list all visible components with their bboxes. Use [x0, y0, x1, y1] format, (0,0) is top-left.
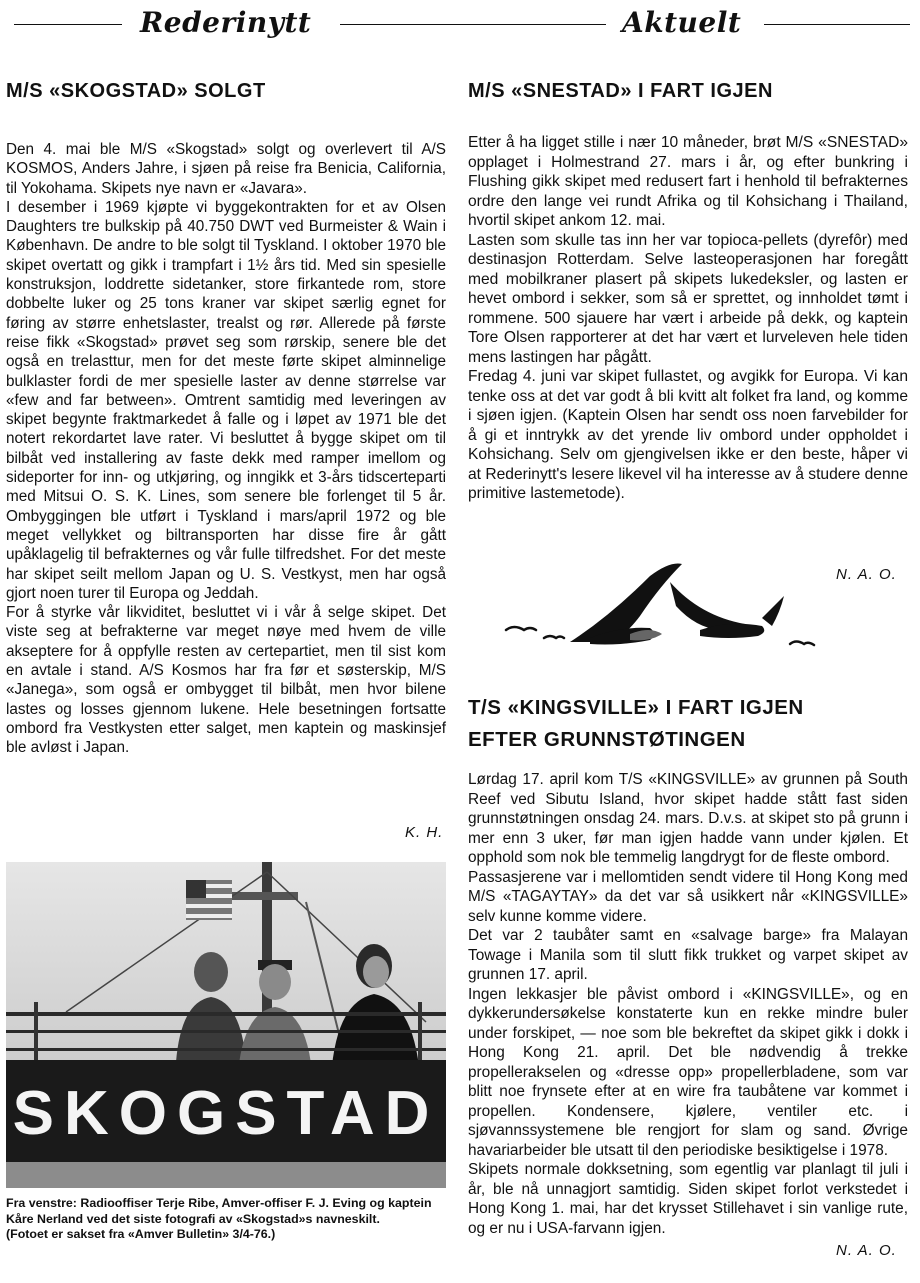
photo-caption [6, 1196, 446, 1243]
photo-illustration [6, 862, 446, 1188]
article-body [6, 140, 446, 758]
paragraph: I desember i 1969 kjøpte vi byggekontrakten for et av Olsen Daughters tre bulkskip på 40.750 DWT ved Burmeister & Wain i København. De andre to ble solgt til Tyskland. I oktober 1970 ble skipet overtatt og gikk i trampfart i 1½ års tid. Med sin spesielle konstruksjon, loddrette sidetanker, store firkantede rom, store dobbelte luker og 25 tons kraner var skipet særlig egnet for føring av større enhetslaster, trealst og rør. Allerede på første reise fikk «Skogstad» prøvet seg som rørskip, senere ble det også en trelasttur, men for det meste førte skipet alminnelige bulklaster fordi de mer spesielle laster av denne størrelse var «few and far between». Omtrent samtidig med leveringen av skipet begynte fraktmarkedet å falle og i løpet av 1971 ble det notert rekordartet lave rater. Vi besluttet å bygge skipet om til bilbåt ved installering av faste dekk med ramper imellom og sideporter for inn- og utkjøring, og inngikk et 3-års tidscerteparti med Mitsui O. S. K. Lines, som senere ble forlenget til 5 år. Ombyggingen ble utført i Tyskland i mars/april 1972 og ble meget vellykket og biltransporten har disse fire år gått upåklagelig til befrakternes og vår fulle tilfredshet. For det meste har skipet seilt mellom Japan og U. S. Vestkyst, men har også gjort noen turer til Europa og Jeddah. [6, 198, 446, 602]
header-rule-right [764, 24, 910, 25]
article-snestad [468, 80, 908, 504]
article-headline [468, 692, 908, 756]
seagulls-illustration [500, 556, 820, 666]
caption-source: (Fotoet er sakset fra «Amver Bulletin» 3/4-76.) [6, 1227, 276, 1241]
paragraph: Lasten som skulle tas inn her var topioca-pellets (dyrefôr) med destinasjon Rotterdam. Selve lasteoperasjonen har foregått med mobilkraner plasert på skipets lukedeksler, og lasten er hevet ombord i sekker, som så er sprettet, og innholdet tømt i rommene. 500 sjauere har vært i arbeide på dekk, og kaptein Tore Olsen rapporterer at det har vært et lurveleven hele tiden mens lastingen har pågått. [468, 231, 908, 366]
paragraph: Fredag 4. juni var skipet fullastet, og avgikk for Europa. Vi kan tenke oss at det var godt å bli kvitt alt folket fra land, og komme i sjøen igjen. (Kaptein Olsen har sendt oss noen farvebilder for å gi et inntrykk av det yrende liv ombord under oppholdet i Kohsichang. Selv om gjengivelsen ikke er den beste, håper vi at Rederinytt's lesere likevel vil ha interesse av å studere denne primitive lastemetode). [468, 368, 908, 502]
section-header [0, 4, 920, 44]
article-skogstad [6, 80, 446, 758]
paragraph: Etter å ha ligget stille i nær 10 måneder, brøt M/S «SNESTAD» opplaget i Holmestrand 27. mars i år, og efter bunkring i Flushing gikk skipet med redusert fart i henhold til befrakternes ordre den lange vei rundt Afrika og til Kohsichang i Thailand, hvortil skipet ankom 12. mai. [468, 134, 908, 229]
article-headline: M/S «SKOGSTAD» SOLGT [6, 80, 266, 102]
header-rule-middle [340, 24, 606, 25]
article-headline: M/S «SNESTAD» I FART IGJEN [468, 80, 773, 102]
article-signature: N. A. O. [836, 566, 897, 583]
paragraph: Lørdag 17. april kom T/S «KINGSVILLE» av grunnen på South Reef ved Sibutu Island, hvor skipet hadde stått fast siden grunnstøtningen onsdag 24. mars. D.v.s. at skipet sto på grunn i mer enn 3 uker, før man igjen hadde vann under kjølen. Et opphold som nok ble temmelig langdrygt for de fleste ombord. [468, 771, 908, 866]
headline-line-1: T/S «KINGSVILLE» I FART IGJEN [468, 696, 804, 719]
headline-line-2: EFTER GRUNNSTØTINGEN [468, 728, 746, 751]
caption-text: Fra venstre: Radiooffiser Terje Ribe, Amver-offiser F. J. Eving og kaptein Kåre Nerland ved det siste fotografi av «Skogstad»s navneskilt. [6, 1196, 432, 1226]
paragraph: Ingen lekkasjer ble påvist ombord i «KINGSVILLE», og en dykkerundersøkelse konstaterte kun en rekke mindre buler under forskipet, — noe som ble bekreftet da skipet gikk i dokk i Hong Kong 21. april. Det ble nødvendig å trekke propellerakselen og «dresse opp» propellerbladene, som var blitt noe frynsete efter at en wire fra taubåtene var kommet i propellen. Kondensere, kjølere, ventiler etc. i sjøvannssystemene ble rengjort for slam og sand. Øvrige havariarbeider ble utsatt til den periodiske besiktigelse i 1978. [468, 985, 908, 1159]
article-body [468, 133, 908, 504]
paragraph: Den 4. mai ble M/S «Skogstad» solgt og overlevert til A/S KOSMOS, Anders Jahre, i sjøen på reise fra Benicia, California, til Yokohama. Skipets nye navn er «Javara». [6, 141, 446, 197]
paragraph: Det var 2 taubåter samt en «salvage barge» fra Malayan Towage i Manila som til slutt fikk trukket og varpet skipet av grunnen 17. april. [468, 927, 908, 983]
flag [186, 880, 232, 920]
paragraph: For å styrke vår likviditet, besluttet vi i vår å selge skipet. Det viste seg at befrakterne var meget nøye med hvem de ville akseptere for å oppfylle resten av certepartiet, men til sist kom en avtale i stand. A/S Kosmos har fra før et søsterskip, M/S «Janega», som også er ombygget til bilbåt, men hvor bilene lastes og losses gjennom lukene. Hele besetningen fortsatte ombord fra Vestkysten etter salget, men kaptein og maskinsjef ble avløst i Japan. [6, 604, 446, 757]
paragraph: Passasjerene var i mellomtiden sendt videre til Hong Kong med M/S «TAGAYTAY» da det var så usikkert når «KINGSVILLE» selv kunne komme videre. [468, 868, 908, 925]
paragraph: Skipets normale dokksetning, som egentlig var planlagt til juli i år, ble nå unnagjort samtidig. Siden skipet forlot verkstedet i Hong Kong 1. mai, har det krysset Stillehavet i sin vanlige rute, og er nu i USA-farvann igjen. [468, 1161, 908, 1237]
header-title-right: Aktuelt [622, 6, 742, 39]
article-signature: K. H. [405, 824, 444, 841]
header-rule-left [14, 24, 122, 25]
photo-skogstad-nameboard [6, 862, 446, 1188]
article-signature: N. A. O. [836, 1242, 897, 1259]
nameboard-text: SKOGSTAD [12, 1079, 440, 1148]
header-title-left: Rederinytt [140, 6, 312, 39]
article-kingsville [468, 692, 908, 1238]
article-body [468, 770, 908, 1238]
